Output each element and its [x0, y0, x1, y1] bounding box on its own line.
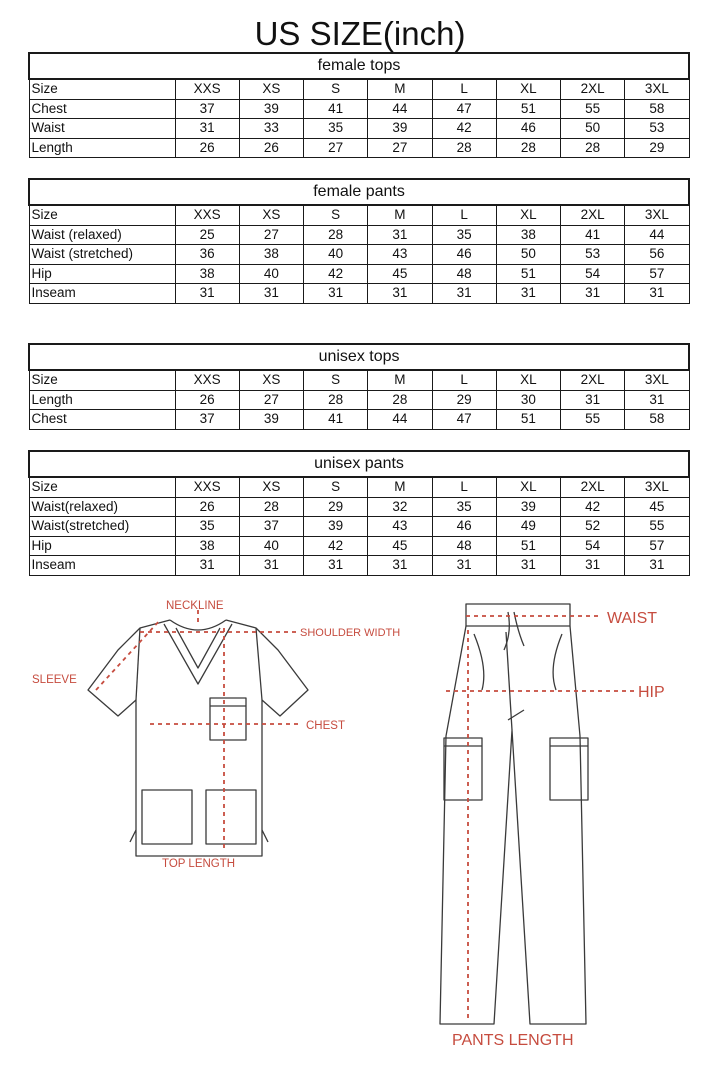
value-cell: 39	[496, 497, 560, 517]
value-cell: 58	[625, 99, 689, 119]
size-header-cell: S	[304, 79, 368, 99]
row-label: Chest	[29, 410, 175, 430]
value-cell: 55	[561, 410, 625, 430]
value-cell: 42	[304, 264, 368, 284]
value-cell: 35	[304, 119, 368, 139]
row-label: Length	[29, 390, 175, 410]
value-cell: 46	[496, 119, 560, 139]
value-cell: 28	[432, 138, 496, 158]
value-cell: 31	[239, 284, 303, 304]
size-header-cell: S	[304, 205, 368, 225]
value-cell: 35	[432, 225, 496, 245]
value-cell: 38	[239, 245, 303, 265]
value-cell: 42	[561, 497, 625, 517]
value-cell: 28	[496, 138, 560, 158]
scrub-top-drawing	[88, 620, 308, 856]
size-header-cell: XL	[496, 205, 560, 225]
value-cell: 26	[175, 138, 239, 158]
value-cell: 31	[625, 390, 689, 410]
size-header-cell: S	[304, 370, 368, 390]
size-header-cell: L	[432, 205, 496, 225]
size-header-cell: L	[432, 477, 496, 497]
pants-measure-lines	[446, 616, 634, 1020]
size-header-cell: 2XL	[561, 477, 625, 497]
table-caption: unisex pants	[29, 451, 689, 477]
value-cell: 31	[175, 119, 239, 139]
value-cell: 49	[496, 517, 560, 537]
row-label: Waist	[29, 119, 175, 139]
size-header-cell: M	[368, 205, 432, 225]
value-cell: 28	[304, 225, 368, 245]
value-cell: 48	[432, 264, 496, 284]
value-cell: 43	[368, 517, 432, 537]
value-cell: 43	[368, 245, 432, 265]
shoulder-width-label: SHOULDER WIDTH	[300, 627, 401, 639]
scrub-pants-drawing	[440, 604, 588, 1024]
value-cell: 42	[304, 536, 368, 556]
size-header-cell: XS	[239, 370, 303, 390]
size-header-cell: 3XL	[625, 79, 689, 99]
size-header-cell: XL	[496, 79, 560, 99]
value-cell: 31	[304, 556, 368, 576]
value-cell: 31	[561, 556, 625, 576]
value-cell: 52	[561, 517, 625, 537]
sleeve-label: SLEEVE	[32, 674, 77, 686]
value-cell: 41	[304, 410, 368, 430]
row-label: Inseam	[29, 284, 175, 304]
size-header-cell: M	[368, 370, 432, 390]
size-header-cell: 3XL	[625, 370, 689, 390]
value-cell: 55	[561, 99, 625, 119]
row-label: Hip	[29, 536, 175, 556]
value-cell: 51	[496, 264, 560, 284]
size-header-cell: XXS	[175, 477, 239, 497]
value-cell: 56	[625, 245, 689, 265]
size-header-cell: XL	[496, 477, 560, 497]
value-cell: 29	[304, 497, 368, 517]
value-cell: 27	[239, 225, 303, 245]
row-label: Size	[29, 205, 175, 225]
value-cell: 31	[625, 556, 689, 576]
value-cell: 50	[496, 245, 560, 265]
value-cell: 30	[496, 390, 560, 410]
value-cell: 26	[175, 390, 239, 410]
value-cell: 26	[239, 138, 303, 158]
pants-length-label: PANTS LENGTH	[452, 1032, 574, 1049]
row-label: Size	[29, 79, 175, 99]
size-header-cell: 3XL	[625, 205, 689, 225]
value-cell: 37	[175, 410, 239, 430]
value-cell: 37	[175, 99, 239, 119]
value-cell: 31	[368, 225, 432, 245]
row-label: Inseam	[29, 556, 175, 576]
row-label: Size	[29, 370, 175, 390]
size-header-cell: L	[432, 370, 496, 390]
size-header-cell: XS	[239, 477, 303, 497]
value-cell: 41	[304, 99, 368, 119]
size-header-cell: L	[432, 79, 496, 99]
value-cell: 28	[368, 390, 432, 410]
value-cell: 35	[432, 497, 496, 517]
value-cell: 44	[625, 225, 689, 245]
chest-label: CHEST	[306, 720, 345, 732]
value-cell: 44	[368, 410, 432, 430]
row-label: Waist (relaxed)	[29, 225, 175, 245]
value-cell: 27	[368, 138, 432, 158]
value-cell: 53	[625, 119, 689, 139]
top-length-label: TOP LENGTH	[162, 858, 236, 870]
size-header-cell: 2XL	[561, 205, 625, 225]
size-header-cell: S	[304, 477, 368, 497]
value-cell: 32	[368, 497, 432, 517]
value-cell: 50	[561, 119, 625, 139]
value-cell: 45	[368, 536, 432, 556]
value-cell: 51	[496, 410, 560, 430]
value-cell: 39	[368, 119, 432, 139]
value-cell: 31	[625, 284, 689, 304]
value-cell: 31	[496, 284, 560, 304]
value-cell: 38	[175, 536, 239, 556]
row-label: Hip	[29, 264, 175, 284]
value-cell: 31	[561, 284, 625, 304]
table-caption: female pants	[29, 179, 689, 205]
value-cell: 31	[368, 556, 432, 576]
neckline-label: NECKLINE	[166, 600, 224, 612]
value-cell: 41	[561, 225, 625, 245]
value-cell: 47	[432, 99, 496, 119]
value-cell: 38	[175, 264, 239, 284]
value-cell: 54	[561, 264, 625, 284]
value-cell: 39	[239, 99, 303, 119]
row-label: Size	[29, 477, 175, 497]
value-cell: 40	[304, 245, 368, 265]
value-cell: 40	[239, 536, 303, 556]
size-header-cell: XL	[496, 370, 560, 390]
value-cell: 31	[432, 556, 496, 576]
value-cell: 45	[368, 264, 432, 284]
row-label: Waist(stretched)	[29, 517, 175, 537]
value-cell: 38	[496, 225, 560, 245]
value-cell: 48	[432, 536, 496, 556]
table-caption: female tops	[29, 53, 689, 79]
value-cell: 35	[175, 517, 239, 537]
value-cell: 39	[304, 517, 368, 537]
value-cell: 51	[496, 536, 560, 556]
row-label: Waist(relaxed)	[29, 497, 175, 517]
value-cell: 31	[239, 556, 303, 576]
size-header-cell: M	[368, 79, 432, 99]
size-header-cell: M	[368, 477, 432, 497]
value-cell: 33	[239, 119, 303, 139]
row-label: Waist (stretched)	[29, 245, 175, 265]
value-cell: 47	[432, 410, 496, 430]
size-header-cell: 3XL	[625, 477, 689, 497]
value-cell: 51	[496, 99, 560, 119]
page-title: US SIZE(inch)	[254, 15, 466, 52]
row-label: Chest	[29, 99, 175, 119]
value-cell: 28	[304, 390, 368, 410]
value-cell: 28	[561, 138, 625, 158]
size-header-cell: XXS	[175, 79, 239, 99]
value-cell: 44	[368, 99, 432, 119]
size-header-cell: 2XL	[561, 79, 625, 99]
value-cell: 28	[239, 497, 303, 517]
value-cell: 31	[175, 284, 239, 304]
size-header-cell: 2XL	[561, 370, 625, 390]
size-header-cell: XS	[239, 79, 303, 99]
size-header-cell: XS	[239, 205, 303, 225]
size-header-cell: XXS	[175, 370, 239, 390]
waist-label: WAIST	[607, 610, 658, 627]
value-cell: 46	[432, 517, 496, 537]
value-cell: 40	[239, 264, 303, 284]
table-caption: unisex tops	[29, 344, 689, 370]
value-cell: 42	[432, 119, 496, 139]
value-cell: 26	[175, 497, 239, 517]
top-measure-lines	[96, 610, 298, 852]
value-cell: 31	[304, 284, 368, 304]
value-cell: 27	[304, 138, 368, 158]
value-cell: 25	[175, 225, 239, 245]
value-cell: 37	[239, 517, 303, 537]
value-cell: 57	[625, 536, 689, 556]
value-cell: 55	[625, 517, 689, 537]
value-cell: 27	[239, 390, 303, 410]
value-cell: 46	[432, 245, 496, 265]
value-cell: 54	[561, 536, 625, 556]
value-cell: 57	[625, 264, 689, 284]
value-cell: 36	[175, 245, 239, 265]
value-cell: 31	[561, 390, 625, 410]
row-label: Length	[29, 138, 175, 158]
value-cell: 31	[496, 556, 560, 576]
value-cell: 29	[432, 390, 496, 410]
value-cell: 39	[239, 410, 303, 430]
value-cell: 53	[561, 245, 625, 265]
size-header-cell: XXS	[175, 205, 239, 225]
value-cell: 58	[625, 410, 689, 430]
value-cell: 45	[625, 497, 689, 517]
value-cell: 31	[432, 284, 496, 304]
value-cell: 29	[625, 138, 689, 158]
value-cell: 31	[175, 556, 239, 576]
value-cell: 31	[368, 284, 432, 304]
hip-label: HIP	[638, 684, 665, 701]
